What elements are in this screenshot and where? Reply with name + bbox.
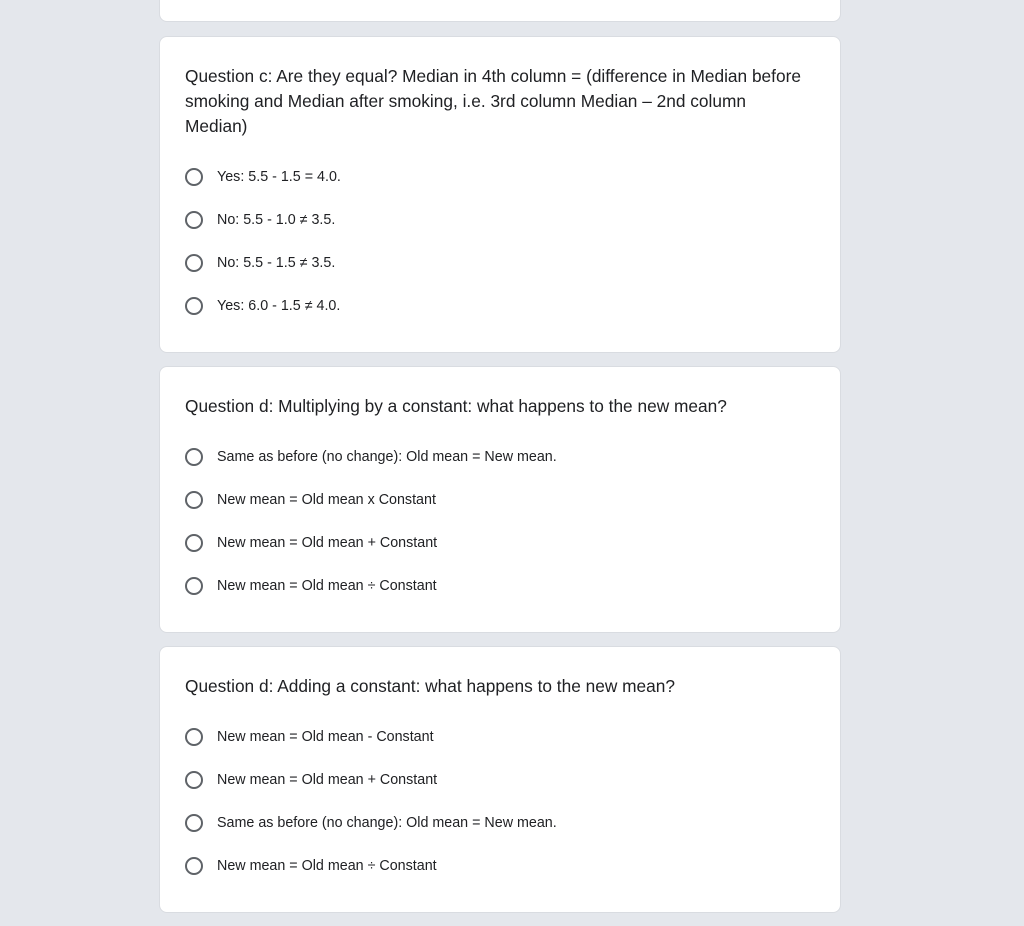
radio-option[interactable] (185, 294, 340, 318)
radio-circle-icon[interactable] (185, 534, 203, 552)
radio-option[interactable] (185, 165, 341, 189)
option-label[interactable]: No: 5.5 - 1.5 ≠ 3.5. (217, 255, 336, 271)
option-label[interactable]: New mean = Old mean x Constant (217, 492, 436, 508)
radio-option[interactable] (185, 251, 335, 275)
radio-option[interactable] (185, 854, 437, 878)
radio-circle-icon[interactable] (185, 857, 203, 875)
question-title: Question d: Multiplying by a constant: what happens to the new mean? (185, 396, 727, 416)
radio-option[interactable] (185, 208, 335, 232)
radio-circle-icon[interactable] (185, 728, 203, 746)
option-label[interactable]: New mean = Old mean ÷ Constant (217, 858, 437, 874)
radio-option[interactable] (185, 574, 437, 598)
radio-option[interactable] (185, 445, 557, 469)
radio-circle-icon[interactable] (185, 771, 203, 789)
question-card-c (159, 36, 841, 353)
option-label[interactable]: New mean = Old mean ÷ Constant (217, 578, 437, 594)
radio-circle-icon[interactable] (185, 814, 203, 832)
previous-question-card (159, 0, 841, 22)
option-label[interactable]: Same as before (no change): Old mean = New mean. (217, 449, 557, 465)
radio-circle-icon[interactable] (185, 297, 203, 315)
option-label[interactable]: Yes: 6.0 - 1.5 ≠ 4.0. (217, 298, 341, 314)
option-label[interactable]: New mean = Old mean + Constant (217, 535, 438, 551)
option-label[interactable]: Yes: 5.5 - 1.5 = 4.0. (217, 169, 341, 185)
radio-circle-icon[interactable] (185, 168, 203, 186)
radio-option[interactable] (185, 768, 437, 792)
radio-option[interactable] (185, 811, 557, 835)
radio-circle-icon[interactable] (185, 254, 203, 272)
option-label[interactable]: New mean = Old mean + Constant (217, 772, 438, 788)
radio-circle-icon[interactable] (185, 491, 203, 509)
radio-circle-icon[interactable] (185, 211, 203, 229)
radio-circle-icon[interactable] (185, 577, 203, 595)
radio-option[interactable] (185, 488, 436, 512)
option-label[interactable]: Same as before (no change): Old mean = New mean. (217, 815, 557, 831)
radio-option[interactable] (185, 725, 434, 749)
option-label[interactable]: New mean = Old mean - Constant (217, 729, 434, 745)
question-card-d-add (159, 646, 841, 913)
radio-circle-icon[interactable] (185, 448, 203, 466)
question-card-d-multiply (159, 366, 841, 633)
question-title: Question c: Are they equal? Median in 4th column = (difference in Median before smoking and Median after smoking, i.e. 3rd column Median – 2nd column Median) (185, 66, 801, 136)
question-title: Question d: Adding a constant: what happens to the new mean? (185, 676, 675, 696)
radio-option[interactable] (185, 531, 437, 555)
option-label[interactable]: No: 5.5 - 1.0 ≠ 3.5. (217, 212, 336, 228)
